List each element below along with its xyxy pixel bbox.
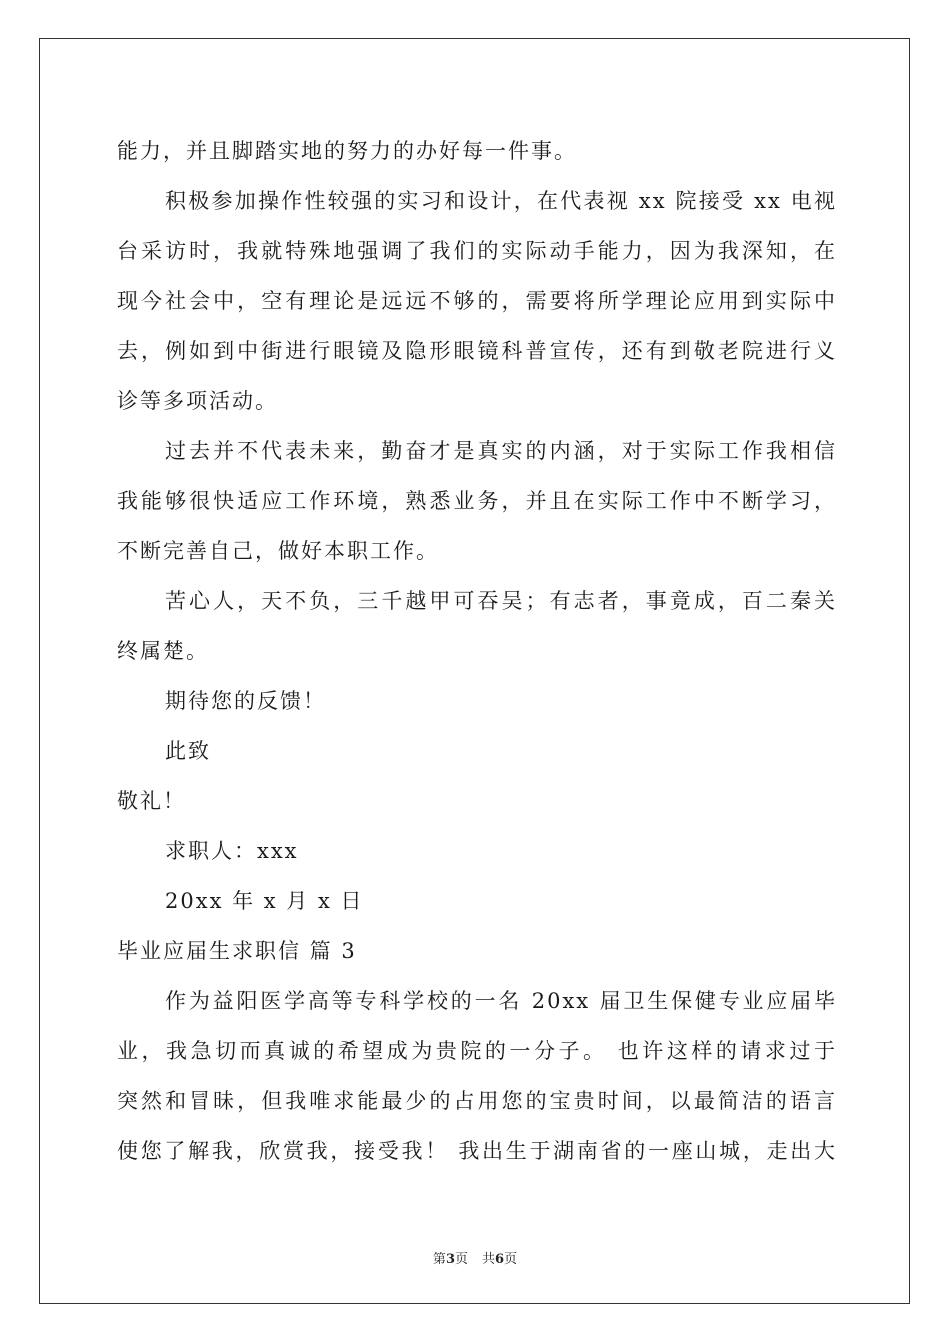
text-line: 20xx 年 x 月 x 日 bbox=[165, 889, 364, 913]
footer-page-current: 3 bbox=[445, 1252, 455, 1267]
text-line: 突然和冒昧，但我唯求能最少的占用您的宝贵时间，以最简洁的语言 bbox=[117, 1089, 837, 1113]
text-line: 使您了解我，欣赏我，接受我！ 我出生于湖南省的一座山城，走出大 bbox=[117, 1139, 837, 1163]
text-line: 现今社会中，空有理论是远远不够的，需要将所学理论应用到实际中 bbox=[117, 289, 837, 313]
text-line: 苦心人，天不负，三千越甲可吞吴；有志者，事竟成，百二秦关 bbox=[165, 589, 837, 613]
text-line: 我能够很快适应工作环境，熟悉业务，并且在实际工作中不断学习， bbox=[117, 489, 837, 513]
page-footer bbox=[0, 1248, 950, 1267]
text-line: 求职人：xxx bbox=[165, 839, 299, 863]
text-line: 业，我急切而真诚的希望成为贵院的一分子。 也许这样的请求过于 bbox=[117, 1039, 837, 1063]
footer-page-prefix: 第 bbox=[432, 1252, 446, 1267]
text-line: 终属楚。 bbox=[117, 639, 209, 663]
text-line: 去，例如到中街进行眼镜及隐形眼镜科普宣传，还有到敬老院进行义 bbox=[117, 339, 837, 363]
text-line: 诊等多项活动。 bbox=[117, 389, 278, 413]
footer-total-prefix: 共 bbox=[482, 1252, 496, 1267]
footer-page-suffix: 页 bbox=[454, 1252, 468, 1267]
text-line: 敬礼！ bbox=[117, 789, 186, 813]
text-line: 台采访时，我就特殊地强调了我们的实际动手能力，因为我深知，在 bbox=[117, 239, 837, 263]
text-line: 作为益阳医学高等专科学校的一名 20xx 届卫生保健专业应届毕 bbox=[165, 989, 837, 1013]
text-line: 能力，并且脚踏实地的努力的办好每一件事。 bbox=[117, 139, 577, 163]
text-line: 此致 bbox=[165, 739, 211, 763]
document-body bbox=[117, 126, 837, 1176]
text-line: 积极参加操作性较强的实习和设计，在代表视 xx 院接受 xx 电视 bbox=[165, 189, 837, 213]
text-line: 不断完善自己，做好本职工作。 bbox=[117, 539, 439, 563]
text-line: 期待您的反馈！ bbox=[165, 689, 326, 713]
footer-total-suffix: 页 bbox=[504, 1252, 518, 1267]
footer-page-total: 6 bbox=[495, 1252, 505, 1267]
text-line: 毕业应届生求职信 篇 3 bbox=[117, 939, 357, 963]
text-line: 过去并不代表未来，勤奋才是真实的内涵，对于实际工作我相信 bbox=[165, 439, 837, 463]
